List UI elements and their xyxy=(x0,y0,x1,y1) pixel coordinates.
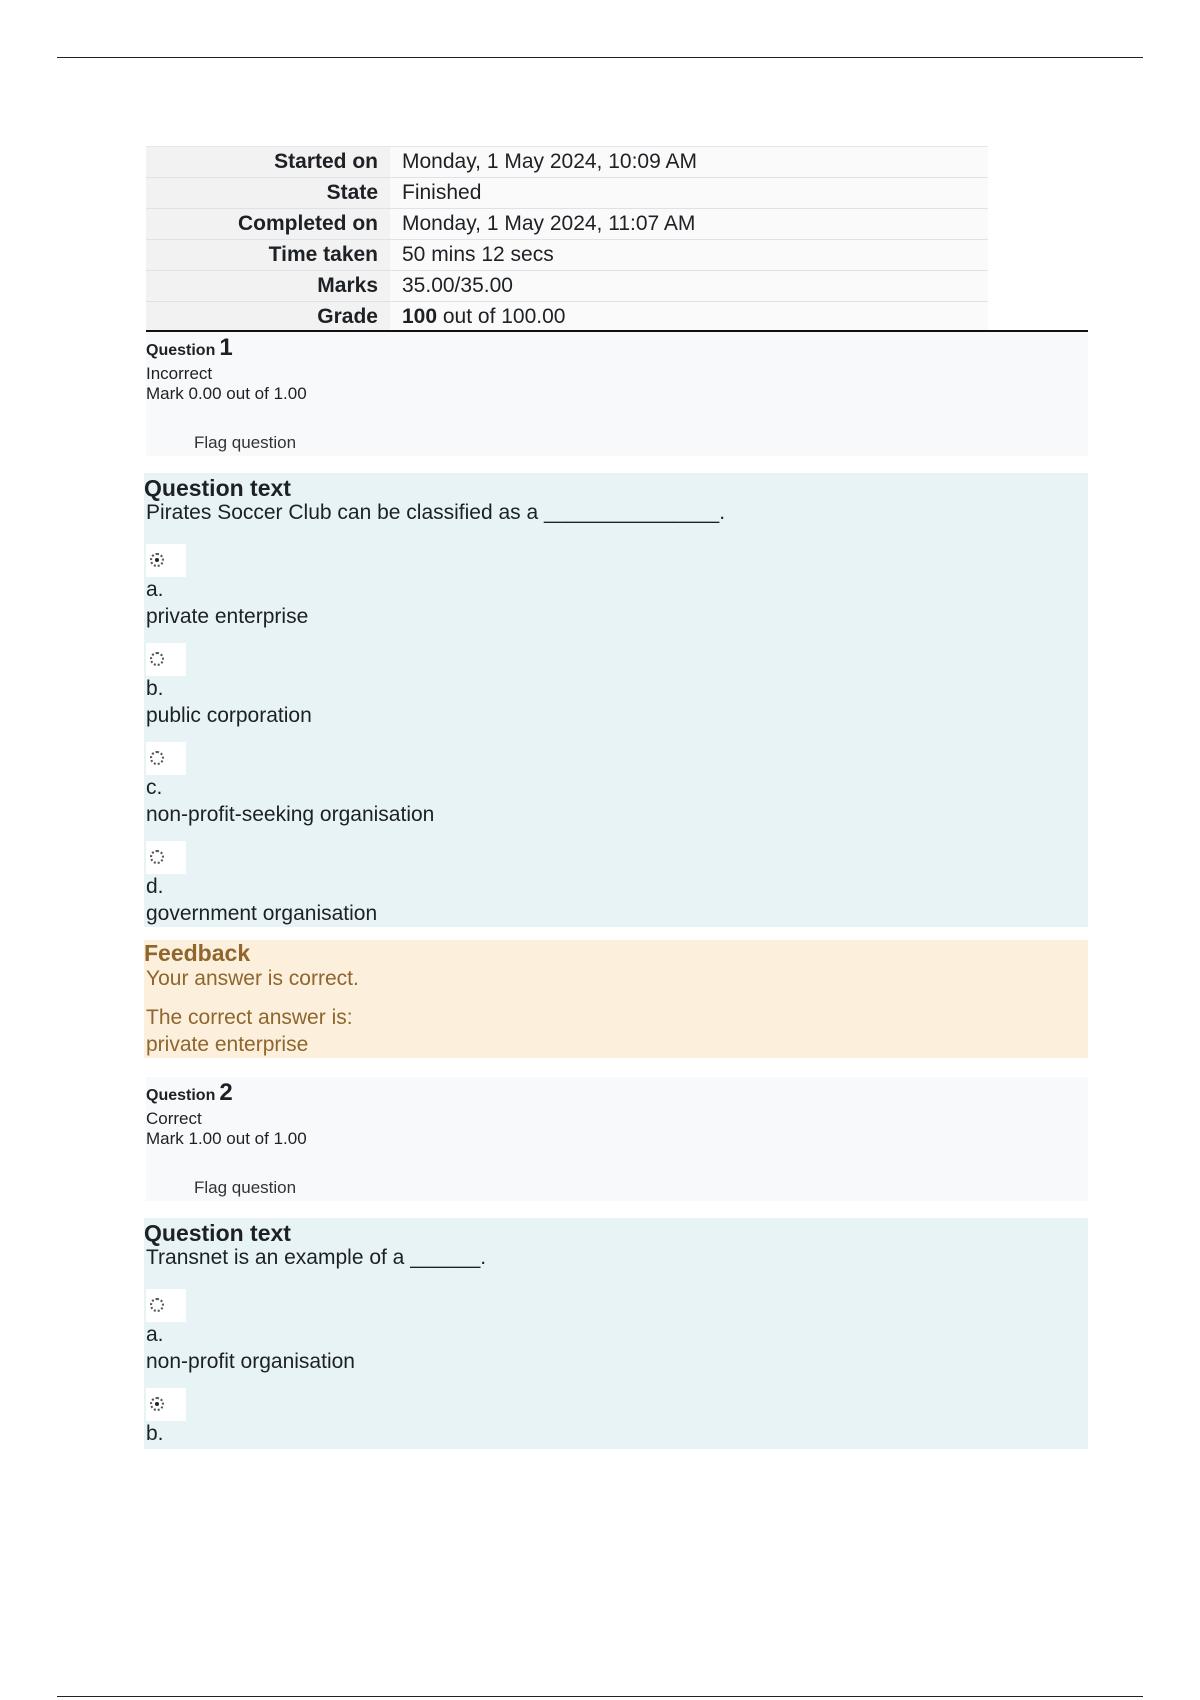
answer-option-a[interactable] xyxy=(146,544,546,639)
radio-container[interactable] xyxy=(146,841,186,874)
question-number: 1 xyxy=(219,334,233,361)
summary-value xyxy=(390,302,988,333)
footer-rule xyxy=(57,1696,1143,1697)
header-rule xyxy=(57,57,1143,58)
question-state: Correct xyxy=(146,1109,202,1128)
question-mark: Mark 1.00 out of 1.00 xyxy=(146,1129,307,1148)
question-heading xyxy=(146,334,233,362)
option-text: non-profit-seeking organisation xyxy=(146,803,435,826)
option-letter: a. xyxy=(146,578,164,601)
question-mark: Mark 0.00 out of 1.00 xyxy=(146,384,307,403)
summary-value: Finished xyxy=(390,178,988,209)
option-text: public corporation xyxy=(146,704,312,727)
question-1-feedback xyxy=(144,940,1088,1058)
flag-question-link[interactable]: Flag question xyxy=(194,1178,297,1197)
summary-row-started xyxy=(146,147,988,178)
radio-button[interactable] xyxy=(150,1298,164,1312)
summary-row-time-taken xyxy=(146,240,988,271)
summary-row-marks xyxy=(146,271,988,302)
question-text-title: Question text xyxy=(144,475,291,501)
question-number: 2 xyxy=(219,1079,233,1106)
radio-button[interactable] xyxy=(150,751,164,765)
feedback-result: Your answer is correct. xyxy=(146,967,359,990)
question-state: Incorrect xyxy=(146,364,213,383)
answer-option-a[interactable] xyxy=(146,1289,546,1384)
grade-total: out of 100.00 xyxy=(437,305,566,328)
feedback-title: Feedback xyxy=(144,940,251,966)
option-letter: b. xyxy=(146,677,164,700)
summary-label: Marks xyxy=(146,271,390,302)
radio-button[interactable] xyxy=(150,850,164,864)
radio-button-checked[interactable] xyxy=(150,553,164,567)
option-letter: a. xyxy=(146,1323,164,1346)
option-text: government organisation xyxy=(146,902,378,925)
summary-value: Monday, 1 May 2024, 11:07 AM xyxy=(390,209,988,240)
question-1-content xyxy=(144,473,1088,927)
option-letter: d. xyxy=(146,875,164,898)
summary-label: Time taken xyxy=(146,240,390,271)
answer-option-b[interactable] xyxy=(146,643,546,738)
option-text: private enterprise xyxy=(146,605,309,628)
question-prompt: Pirates Soccer Club can be classified as a _______________. xyxy=(146,501,726,524)
radio-container[interactable] xyxy=(146,544,186,577)
summary-row-grade xyxy=(146,302,988,333)
summary-label: Grade xyxy=(146,302,390,333)
flag-question-link[interactable]: Flag question xyxy=(194,433,297,452)
question-2-info xyxy=(146,1077,1088,1201)
answer-option-b[interactable] xyxy=(146,1388,546,1449)
correct-answer-value: private enterprise xyxy=(146,1033,309,1056)
summary-row-completed xyxy=(146,209,988,240)
answer-option-d[interactable] xyxy=(146,841,546,936)
summary-row-state xyxy=(146,178,988,209)
radio-button[interactable] xyxy=(150,652,164,666)
summary-label: Started on xyxy=(146,147,390,178)
question-text-title: Question text xyxy=(144,1220,291,1246)
grade-score: 100 xyxy=(402,305,438,328)
option-letter: b. xyxy=(146,1422,164,1445)
radio-button-checked[interactable] xyxy=(150,1397,164,1411)
radio-container[interactable] xyxy=(146,1388,186,1421)
summary-label: Completed on xyxy=(146,209,390,240)
radio-container[interactable] xyxy=(146,643,186,676)
question-prompt: Transnet is an example of a ______. xyxy=(146,1246,487,1269)
radio-container[interactable] xyxy=(146,742,186,775)
question-label: Question xyxy=(146,1087,216,1104)
question-heading xyxy=(146,1079,233,1107)
radio-container[interactable] xyxy=(146,1289,186,1322)
attempt-summary-table xyxy=(146,146,988,333)
correct-answer-label: The correct answer is: xyxy=(146,1006,353,1029)
question-label: Question xyxy=(146,342,216,359)
option-letter: c. xyxy=(146,776,163,799)
option-text: non-profit organisation xyxy=(146,1350,355,1373)
answer-option-c[interactable] xyxy=(146,742,546,837)
summary-value: 50 mins 12 secs xyxy=(390,240,988,271)
summary-value: 35.00/35.00 xyxy=(390,271,988,302)
question-2-content xyxy=(144,1218,1088,1449)
summary-label: State xyxy=(146,178,390,209)
summary-value: Monday, 1 May 2024, 10:09 AM xyxy=(390,147,988,178)
question-1-info xyxy=(146,332,1088,456)
